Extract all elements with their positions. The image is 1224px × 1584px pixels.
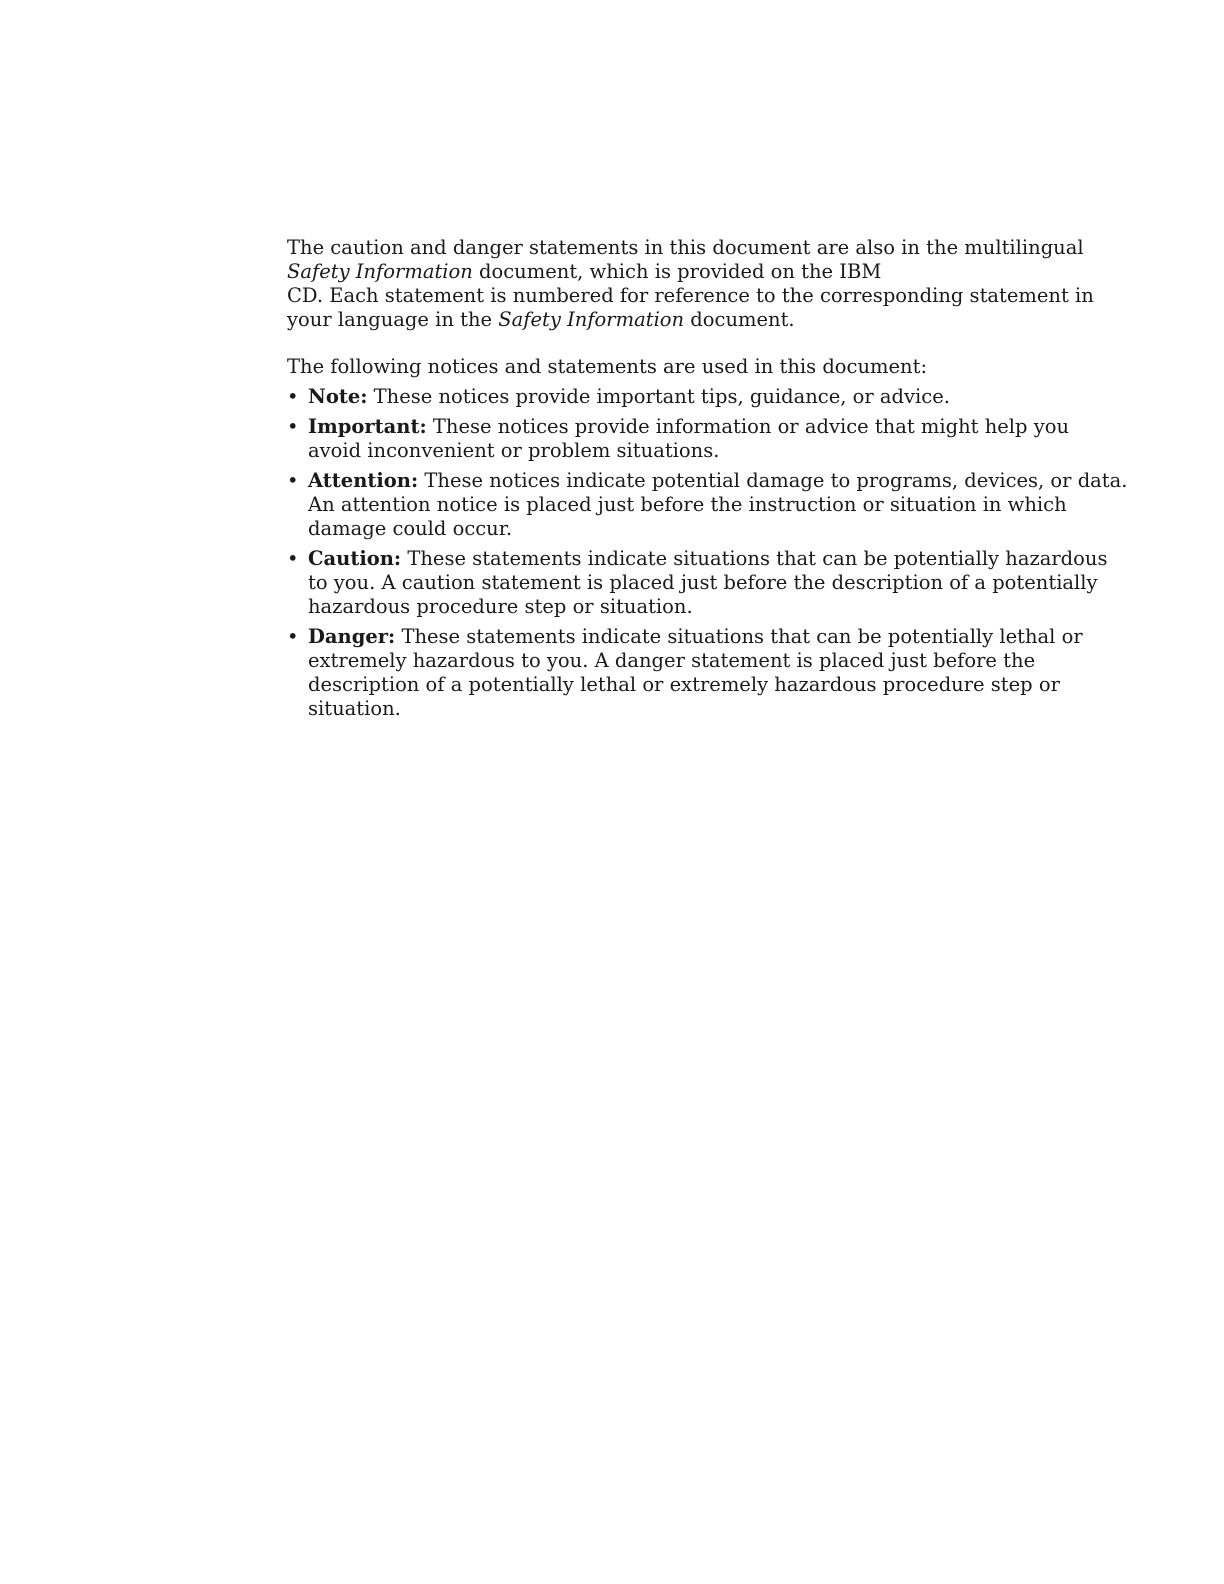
bullet-icon: •	[287, 547, 299, 570]
bullet-icon: •	[287, 415, 299, 438]
intro-line-3: CD. Each statement is numbered for reference to the corresponding statement in	[287, 284, 1094, 307]
intro-line-4: your language in the Safety Information document.	[287, 308, 795, 331]
notices-list	[287, 385, 1128, 721]
notice-item-caution: • Caution: These statements indicate situations that can be potentially hazardous to you. A caution statement is placed just before the description of a potentially hazardous procedure step or situation.	[287, 547, 1108, 618]
notice-term: Important:	[308, 415, 427, 438]
notices-lead-sentence: The following notices and statements are used in this document:	[287, 355, 928, 378]
notice-term: Danger:	[308, 625, 396, 648]
notice-term: Caution:	[308, 547, 402, 570]
bullet-icon: •	[287, 625, 299, 648]
bullet-icon: •	[287, 385, 299, 408]
safety-information-title: Safety Information	[498, 308, 685, 331]
notice-term: Attention:	[308, 469, 419, 492]
notice-item-danger: • Danger: These statements indicate situations that can be potentially lethal or extremely hazardous to you. A danger statement is placed just before the description of a potentially lethal or extremely hazardous procedure step or situation.	[287, 625, 1083, 720]
notice-item-attention: • Attention: These notices indicate potential damage to programs, devices, or data. An attention notice is placed just before the instruction or situation in which damage could occur.	[287, 469, 1128, 540]
intro-paragraph	[287, 236, 1094, 332]
bullet-icon: •	[287, 469, 299, 492]
document-body	[287, 236, 1128, 727]
safety-information-title: Safety Information	[287, 260, 473, 283]
intro-line-1: The caution and danger statements in this document are also in the multilingual	[287, 236, 1084, 259]
notice-item-note: • Note: These notices provide important tips, guidance, or advice.	[287, 385, 950, 408]
intro-line-2: Safety Information document, which is provided on the IBM	[287, 260, 882, 283]
notice-term: Note:	[308, 385, 368, 408]
notice-item-important: • Important: These notices provide information or advice that might help you avoid inconvenient or problem situations.	[287, 415, 1070, 462]
